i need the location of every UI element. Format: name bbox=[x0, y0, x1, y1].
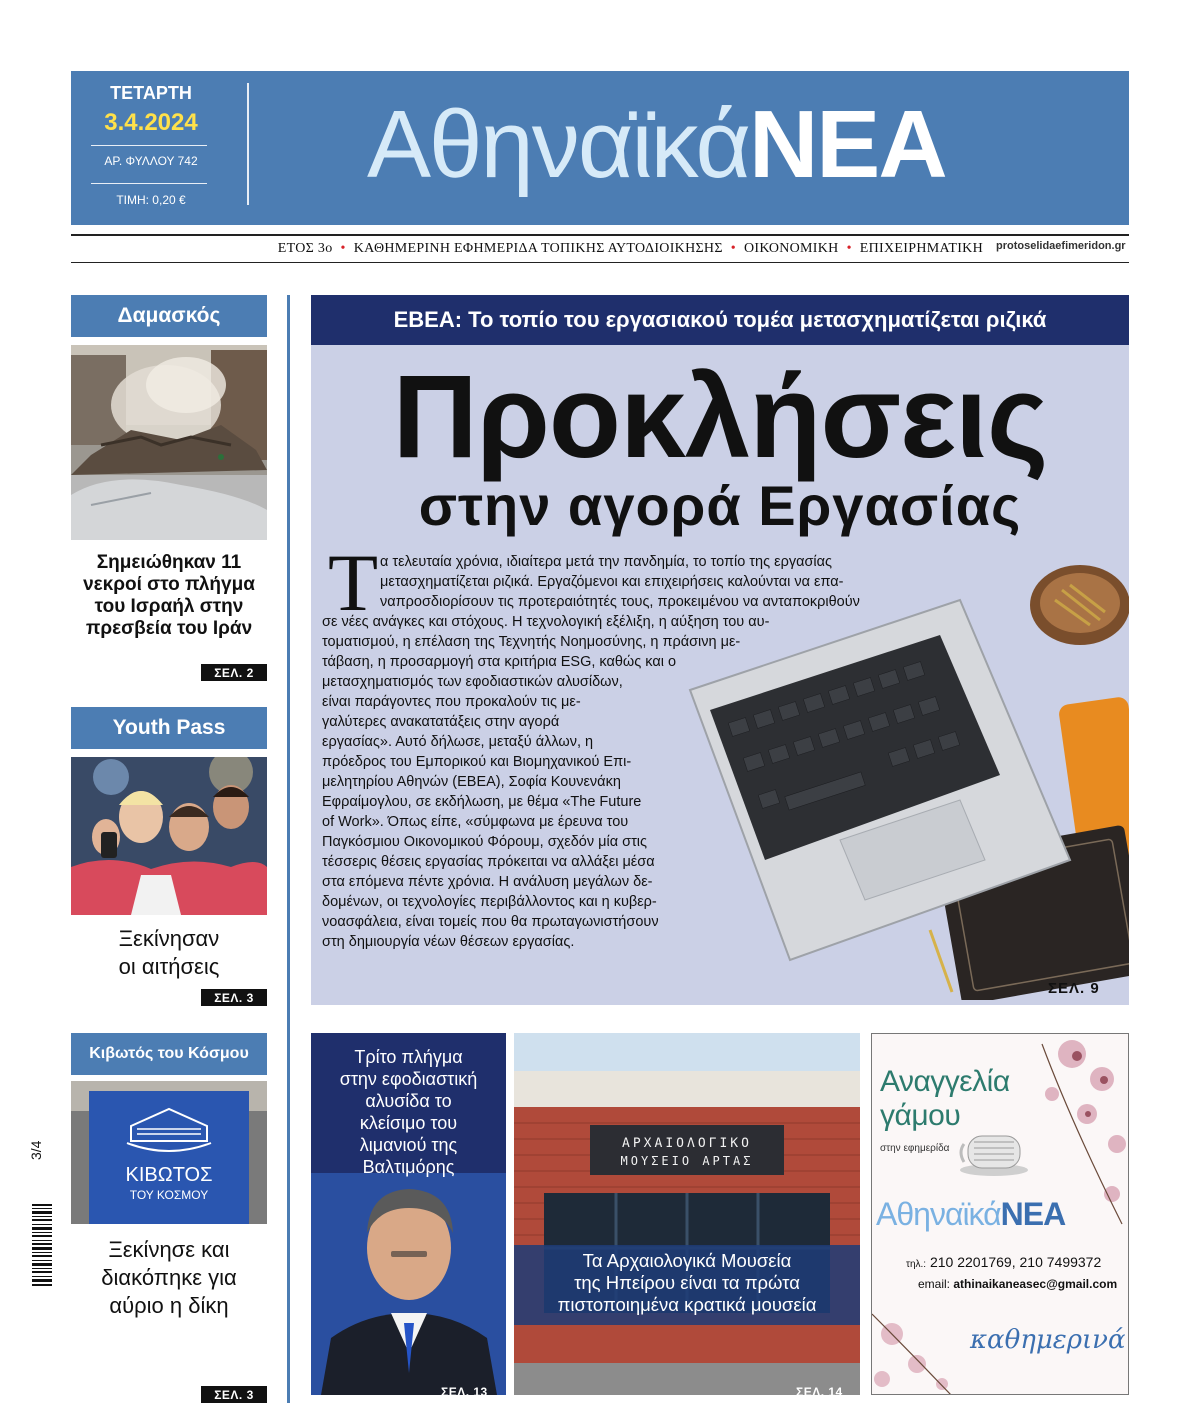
newspaper-logo[interactable] bbox=[367, 85, 946, 205]
body-line: of Work». Όπως είπε, «σύμφωνα με έρευνα του bbox=[322, 814, 629, 830]
ad-subtitle: στην εφημερίδα bbox=[880, 1143, 950, 1154]
story-line: Ξεκίνησαν bbox=[118, 926, 220, 951]
ad-email-label: email: bbox=[918, 1277, 951, 1291]
main-kicker[interactable]: ΕΒΕΑ: Το τοπίο του εργασιακού τομέα μετασχηματίζεται ριζικά bbox=[311, 295, 1129, 345]
masthead-divider bbox=[247, 83, 249, 205]
page-ref-youth-pass[interactable]: ΣΕΛ. 3 bbox=[201, 989, 267, 1006]
story-line: νεκροί στο πλήγμα bbox=[83, 574, 255, 595]
sidebar-heading-kivotos[interactable]: Κιβωτός του Κόσμου bbox=[71, 1033, 267, 1075]
ad-phone[interactable] bbox=[906, 1254, 1101, 1270]
page-ref-main[interactable]: ΣΕΛ. 9 bbox=[1048, 980, 1100, 997]
body-line: μετασχηματίζεται ριζικά. Εργαζόμενοι και επιχειρήσεις καλούνται να επα- bbox=[380, 574, 844, 590]
museum-photo[interactable] bbox=[514, 1033, 860, 1395]
issue-day: ΤΕΤΑΡΤΗ bbox=[110, 83, 192, 103]
story-line: αύριο η δίκη bbox=[109, 1293, 229, 1318]
masthead-rule bbox=[91, 183, 207, 184]
masthead-rule bbox=[91, 145, 207, 146]
issue-price: ΤΙΜΗ: 0,20 € bbox=[116, 193, 186, 207]
page-ref-baltimore[interactable]: ΣΕΛ. 13 bbox=[441, 1385, 488, 1399]
story-line: Βαλτιμόρης bbox=[362, 1157, 455, 1177]
kivotos-sign-text-1: ΚΙΒΩΤΟΣ bbox=[125, 1164, 213, 1186]
tagline-rule bbox=[71, 234, 1129, 236]
story-line: κλείσιμο του bbox=[359, 1113, 458, 1133]
ad-daily: καθημερινά bbox=[970, 1325, 1126, 1355]
page-ref-damascus[interactable]: ΣΕΛ. 2 bbox=[201, 664, 267, 681]
body-line: στα επόμενα πέντε χρόνια. Η ανάλυση μεγάλων δε- bbox=[322, 874, 653, 890]
museum-sign-text-1: ΑΡΧΑΙΟΛΟΓΙΚΟ bbox=[622, 1136, 752, 1151]
tagline-rule bbox=[71, 262, 1129, 263]
baltimore-story-text[interactable] bbox=[311, 1046, 506, 1178]
drop-cap: Τ bbox=[328, 537, 379, 628]
page-ref-kivotos[interactable]: ΣΕΛ. 3 bbox=[201, 1386, 267, 1403]
main-subheadline[interactable]: στην αγορά Εργασίας bbox=[418, 474, 1022, 537]
kivotos-sign-photo[interactable] bbox=[71, 1081, 267, 1224]
tagline-economic: ΟΙΚΟΝΟΜΙΚΗ bbox=[744, 241, 839, 256]
caption-line: πιστοποιημένα κρατικά μουσεία bbox=[557, 1294, 817, 1315]
body-line: τέσσερις θέσεις εργασίας πρόκειται να αλλάξει μέσα bbox=[322, 854, 655, 870]
body-line: γαλύτερες ανακατατάξεις στην αγορά bbox=[322, 714, 560, 730]
body-line: τάβαση, η προσαρμογή στα κριτήρια ESG, καθώς και ο bbox=[322, 654, 677, 670]
damascus-photo[interactable] bbox=[71, 345, 267, 540]
tagline-year: ΕΤΟΣ 3ο bbox=[277, 241, 333, 256]
masthead bbox=[71, 71, 1129, 225]
body-line: μετασχηματισμός των εφοδιαστικών αλυσίδων, bbox=[322, 674, 623, 690]
issue-date: 3.4.2024 bbox=[104, 109, 198, 136]
body-line: δομένων, οι τεχνολογίες περιβάλλοντος και η κυβερ- bbox=[322, 894, 657, 910]
ad-phone-label: τηλ.: bbox=[906, 1259, 927, 1270]
caption-line: Τα Αρχαιολογικά Μουσεία bbox=[582, 1250, 792, 1271]
story-line: διακόπηκε για bbox=[101, 1265, 237, 1290]
story-line: αλυσίδα το bbox=[365, 1091, 452, 1111]
issue-id: 3/4 bbox=[28, 1140, 44, 1160]
body-line: σε νέες ανάγκες και στόχους. Η τεχνολογική εξέλιξη, η αύξηση του αυ- bbox=[322, 614, 770, 630]
ad-email-address: athinaikaneasec@gmail.com bbox=[953, 1277, 1118, 1291]
youth-pass-photo[interactable] bbox=[71, 757, 267, 915]
logo-light-part: Αθηναϊκά bbox=[367, 91, 749, 198]
story-line: του Ισραήλ στην bbox=[94, 596, 244, 617]
caption-line: της Ηπείρου είναι τα πρώτα bbox=[574, 1272, 800, 1293]
tagline bbox=[71, 238, 983, 260]
story-line: πρεσβεία του Ιράν bbox=[85, 618, 253, 639]
sidebar-story-kivotos[interactable] bbox=[71, 1236, 267, 1320]
column-divider bbox=[287, 295, 290, 1403]
body-line: στη δημιουργία νέων θέσεων εργασίας. bbox=[322, 934, 575, 950]
body-line: Εφραίμογλου, σε εκδήλωση, με θέμα «The Future bbox=[322, 794, 642, 810]
ad-email[interactable] bbox=[918, 1277, 1117, 1291]
museum-caption[interactable] bbox=[514, 1245, 860, 1325]
body-line: είναι παράγοντες που προκαλούν τις με- bbox=[322, 694, 581, 710]
museum-sign-text-2: ΜΟΥΣΕΙΟ ΑΡΤΑΣ bbox=[620, 1154, 754, 1168]
logo-bold-part: ΝΕΑ bbox=[748, 91, 946, 198]
bullet-icon: • bbox=[846, 241, 852, 256]
story-line: στην εφοδιαστική bbox=[339, 1069, 478, 1089]
body-line: τοματισμού, η επέλαση της Τεχνητής Νοημοσύνης, η πράσινη με- bbox=[322, 634, 741, 650]
tagline-description: ΚΑΘΗΜΕΡΙΝΗ ΕΦΗΜΕΡΙΔΑ ΤΟΠΙΚΗΣ ΑΥΤΟΔΙΟΙΚΗΣΗΣ bbox=[353, 241, 723, 256]
ad-phone-number: 210 2201769, 210 7499372 bbox=[929, 1254, 1102, 1270]
ad-title-1: Αναγγελία bbox=[880, 1065, 1010, 1098]
sidebar-heading-youth-pass[interactable]: Youth Pass bbox=[71, 707, 267, 749]
story-line: Ξεκίνησε και bbox=[108, 1237, 230, 1262]
source-watermark: protoselidaefimeridon.gr bbox=[996, 240, 1126, 252]
body-line: ναπροσδιορίσουν τις προτεραιότητές τους, προκειμένου να ανταποκριθούν bbox=[380, 594, 860, 610]
body-line: μελητηρίου Αθηνών (ΕΒΕΑ), Σοφία Κουνενάκη bbox=[322, 774, 621, 790]
story-line: λιμανιού της bbox=[359, 1135, 458, 1155]
issue-number: ΑΡ. ΦΥΛΛΟΥ 742 bbox=[104, 154, 198, 168]
portrait-photo bbox=[311, 1153, 506, 1395]
ad-title-2: γάμου bbox=[880, 1099, 961, 1132]
page-ref-museum[interactable]: ΣΕΛ. 14 bbox=[796, 1385, 843, 1399]
sidebar-story-youth-pass[interactable] bbox=[71, 925, 267, 981]
sidebar-heading-damascus[interactable]: Δαμασκός bbox=[71, 295, 267, 337]
kivotos-sign-text-2: ΤΟΥ ΚΟΣΜΟΥ bbox=[129, 1188, 209, 1202]
tagline-business: ΕΠΙΧΕΙΡΗΜΑΤΙΚΗ bbox=[859, 241, 983, 256]
sidebar-story-damascus[interactable] bbox=[71, 552, 267, 640]
body-line: εργασίας». Αυτό δήλωσε, μεταξύ άλλων, η bbox=[322, 734, 594, 750]
ad-logo bbox=[876, 1196, 1065, 1233]
body-line: πρόεδρος του Εμπορικού και Βιομηχανικού Επι- bbox=[322, 754, 632, 770]
body-line: Παγκόσμιου Οικονομικού Φόρουμ, σχεδόν μία στις bbox=[322, 834, 648, 850]
story-line: Τρίτο πλήγμα bbox=[354, 1047, 463, 1067]
body-line: α τελευταία χρόνια, ιδιαίτερα μετά την πανδημία, το τοπίο της εργασίας bbox=[380, 554, 833, 570]
bullet-icon: • bbox=[730, 241, 736, 256]
barcode-icon bbox=[30, 1200, 56, 1292]
ad-logo-light: Αθηναϊκά bbox=[876, 1196, 1001, 1232]
body-line: νοασφάλεια, είναι τομείς που θα πρωταγωνιστήσουν bbox=[322, 914, 659, 930]
ad-logo-bold: ΝΕΑ bbox=[1000, 1196, 1066, 1232]
story-line: Σημειώθηκαν 11 bbox=[96, 552, 242, 573]
main-headline[interactable]: Προκλήσεις bbox=[392, 351, 1048, 483]
bullet-icon: • bbox=[340, 241, 346, 256]
story-line: οι αιτήσεις bbox=[118, 954, 220, 979]
